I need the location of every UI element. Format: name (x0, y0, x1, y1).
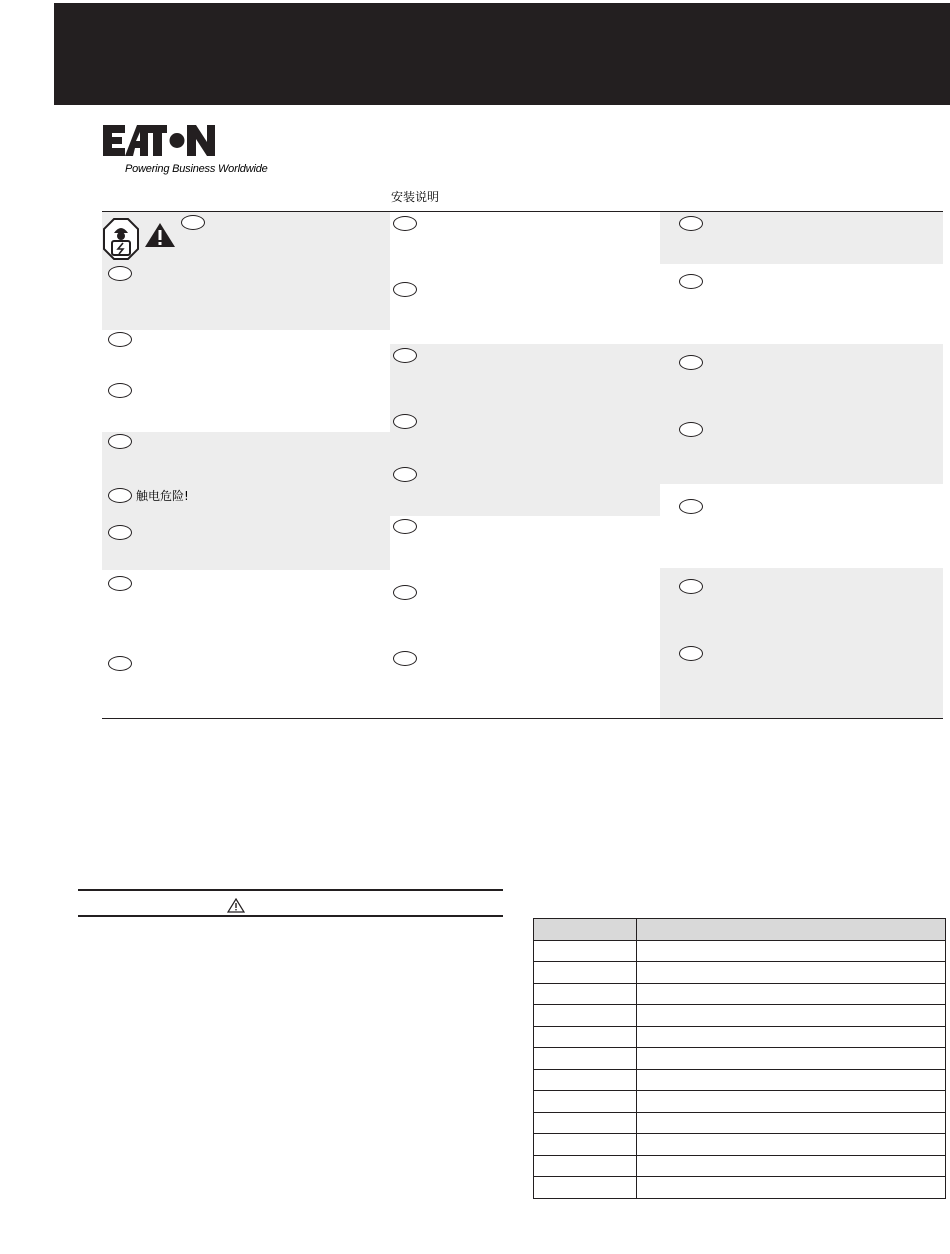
language-marker (393, 651, 417, 666)
table-cell (637, 1069, 946, 1091)
table-row (534, 1091, 946, 1113)
table-cell (637, 1177, 946, 1199)
table-cell (637, 983, 946, 1005)
table-cell (534, 1155, 637, 1177)
table-header-cell (637, 919, 946, 941)
language-marker (393, 467, 417, 482)
shade-block (660, 344, 943, 484)
language-marker (108, 266, 132, 281)
table-cell (534, 1177, 637, 1199)
table-row (534, 1155, 946, 1177)
warning-triangle-icon (227, 898, 245, 913)
language-marker (679, 579, 703, 594)
table-cell (534, 1069, 637, 1091)
table-row (534, 1048, 946, 1070)
table-cell (534, 962, 637, 984)
table-cell (637, 1155, 946, 1177)
warning-header (78, 889, 503, 917)
table-row (534, 1005, 946, 1027)
language-marker (393, 585, 417, 600)
language-marker (393, 282, 417, 297)
table-cell (534, 1005, 637, 1027)
language-marker (108, 525, 132, 540)
language-marker (393, 348, 417, 363)
table-cell (637, 962, 946, 984)
table-cell (534, 1112, 637, 1134)
table-header-row (534, 919, 946, 941)
shade-block (660, 212, 943, 264)
table-cell (534, 1048, 637, 1070)
table-row (534, 1069, 946, 1091)
language-marker (393, 414, 417, 429)
table-cell (637, 940, 946, 962)
language-marker (108, 656, 132, 671)
table-cell (534, 1134, 637, 1156)
shade-block (390, 344, 660, 516)
table-cell (534, 1091, 637, 1113)
language-marker (679, 422, 703, 437)
language-marker (181, 215, 205, 230)
brand-tagline: Powering Business Worldwide (125, 163, 268, 175)
language-marker (393, 519, 417, 534)
shade-block (660, 568, 943, 718)
document-title: 安装说明 (391, 190, 440, 204)
eaton-logo-mark (103, 122, 223, 160)
shock-hazard-text: 触电危险! (136, 489, 189, 503)
table-cell (534, 940, 637, 962)
table-header-cell (534, 919, 637, 941)
table-cell (637, 1134, 946, 1156)
language-marker (108, 488, 132, 503)
warning-triangle-icon (144, 222, 176, 248)
language-marker (679, 216, 703, 231)
language-marker (108, 434, 132, 449)
table-cell (637, 1005, 946, 1027)
language-marker (393, 216, 417, 231)
table-row (534, 1177, 946, 1199)
table-cell (534, 1026, 637, 1048)
table-cell (534, 983, 637, 1005)
language-marker (108, 383, 132, 398)
table-row (534, 1026, 946, 1048)
table-row (534, 1134, 946, 1156)
language-marker (679, 646, 703, 661)
table-cell (637, 1091, 946, 1113)
table-cell (637, 1048, 946, 1070)
table-row (534, 940, 946, 962)
language-marker (108, 332, 132, 347)
table-cell (637, 1026, 946, 1048)
language-marker (679, 274, 703, 289)
table-cell (637, 1112, 946, 1134)
technician-icon (103, 218, 139, 260)
spec-table (533, 918, 946, 1199)
table-row (534, 962, 946, 984)
language-panel (102, 211, 943, 719)
language-marker (108, 576, 132, 591)
table-row (534, 983, 946, 1005)
table-row (534, 1112, 946, 1134)
language-marker (679, 499, 703, 514)
language-marker (679, 355, 703, 370)
header-band (54, 3, 950, 105)
